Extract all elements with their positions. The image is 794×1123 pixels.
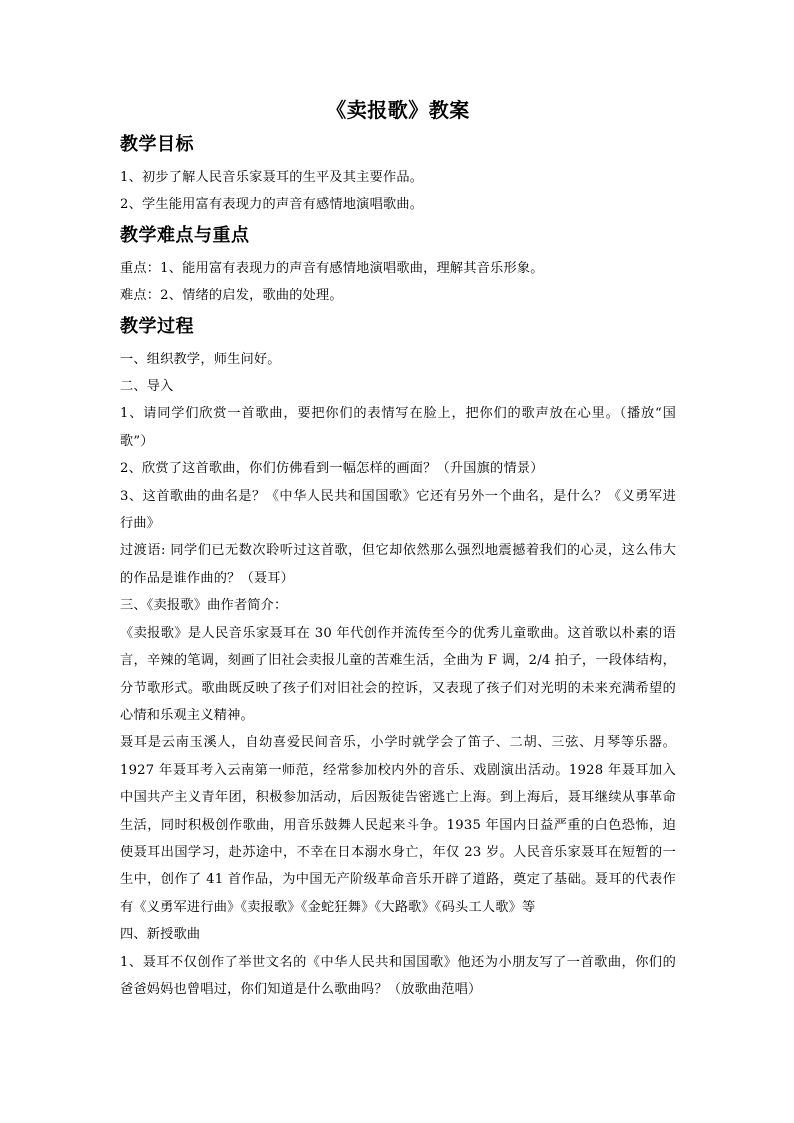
paragraph: 1、请同学们欣赏一首歌曲，要把你们的表情写在脸上，把你们的歌声放在心里。（播放“国歌”） (120, 406, 676, 449)
document-title: 《卖报歌》教案 (326, 98, 470, 122)
paragraph: 难点：2、情绪的启发，歌曲的处理。 (120, 288, 343, 304)
paragraph: 3、这首歌曲的曲名是？《中华人民共和国国歌》它还有另外一个曲名，是什么？《义勇军进行曲》 (120, 488, 676, 532)
document-page (120, 92, 676, 1003)
section-heading-key-points: 教学难点与重点 (120, 224, 250, 246)
paragraph: 聂耳是云南玉溪人，自幼喜爱民间音乐，小学时就学会了笛子、二胡、三弦、月琴等乐器。1927 年聂耳考入云南第一师范，经常参加校内外的音乐、戏剧演出活动。1928 年聂耳加入中国共产主义青年团，积极参加活动，后因叛徒告密逃亡上海。到上海后，聂耳继续从事革命生活，同时积极创作歌曲，用音乐鼓舞人民起来斗争。1935 年国内日益严重的白色恐怖，迫使聂耳出国学习，赴苏途中，不幸在日本溺水身亡，年仅 23 岁。人民音乐家聂耳在短暂的一生中，创作了 41 首作品，为中国无产阶级革命音乐开辟了道路，奠定了基础。聂耳的代表作有《义勇军进行曲》《卖报歌》《金蛇狂舞》《大路歌》《码头工人歌》等 (120, 735, 676, 915)
paragraph: 2、欣赏了这首歌曲，你们仿佛看到一幅怎样的画面？（升国旗的情景） (120, 461, 544, 477)
paragraph: 重点：1、能用富有表现力的声音有感情地演唱歌曲，理解其音乐形象。 (120, 260, 544, 276)
paragraph: 2、学生能用富有表现力的声音有感情地演唱歌曲。 (120, 197, 424, 213)
paragraph: 二、导入 (120, 379, 174, 395)
paragraph: 1、聂耳不仅创作了举世文名的《中华人民共和国国歌》他还为小朋友写了一首歌曲，你们的爸爸妈妈也曾唱过，你们知道是什么歌曲吗？（放歌曲范唱） (120, 954, 676, 997)
paragraph: 一、组织教学，师生问好。 (120, 351, 281, 367)
paragraph: 1、初步了解人民音乐家聂耳的生平及其主要作品。 (120, 170, 424, 185)
paragraph: 过渡语: 同学们已无数次聆听过这首歌，但它却依然那么强烈地震撼着我们的心灵，这么伟大的作品是谁作曲的？（聂耳） (120, 543, 676, 586)
section-heading-process: 教学过程 (120, 315, 194, 337)
section-heading-objectives: 教学目标 (120, 134, 194, 155)
paragraph: 《卖报歌》是人民音乐家聂耳在 30 年代创作并流传至今的优秀儿童歌曲。这首歌以朴素的语言，辛辣的笔调，刻画了旧社会卖报儿童的苦难生活，全曲为 F 调，2/4 拍子，一段体结构，分节歌形式。歌曲既反映了孩子们对旧社会的控诉，又表现了孩子们对光明的未来充满希望的心情和乐观主义精神。 (120, 625, 676, 723)
paragraph: 三、《卖报歌》曲作者简介： (120, 598, 288, 614)
paragraph: 四、新授歌曲 (120, 927, 201, 943)
